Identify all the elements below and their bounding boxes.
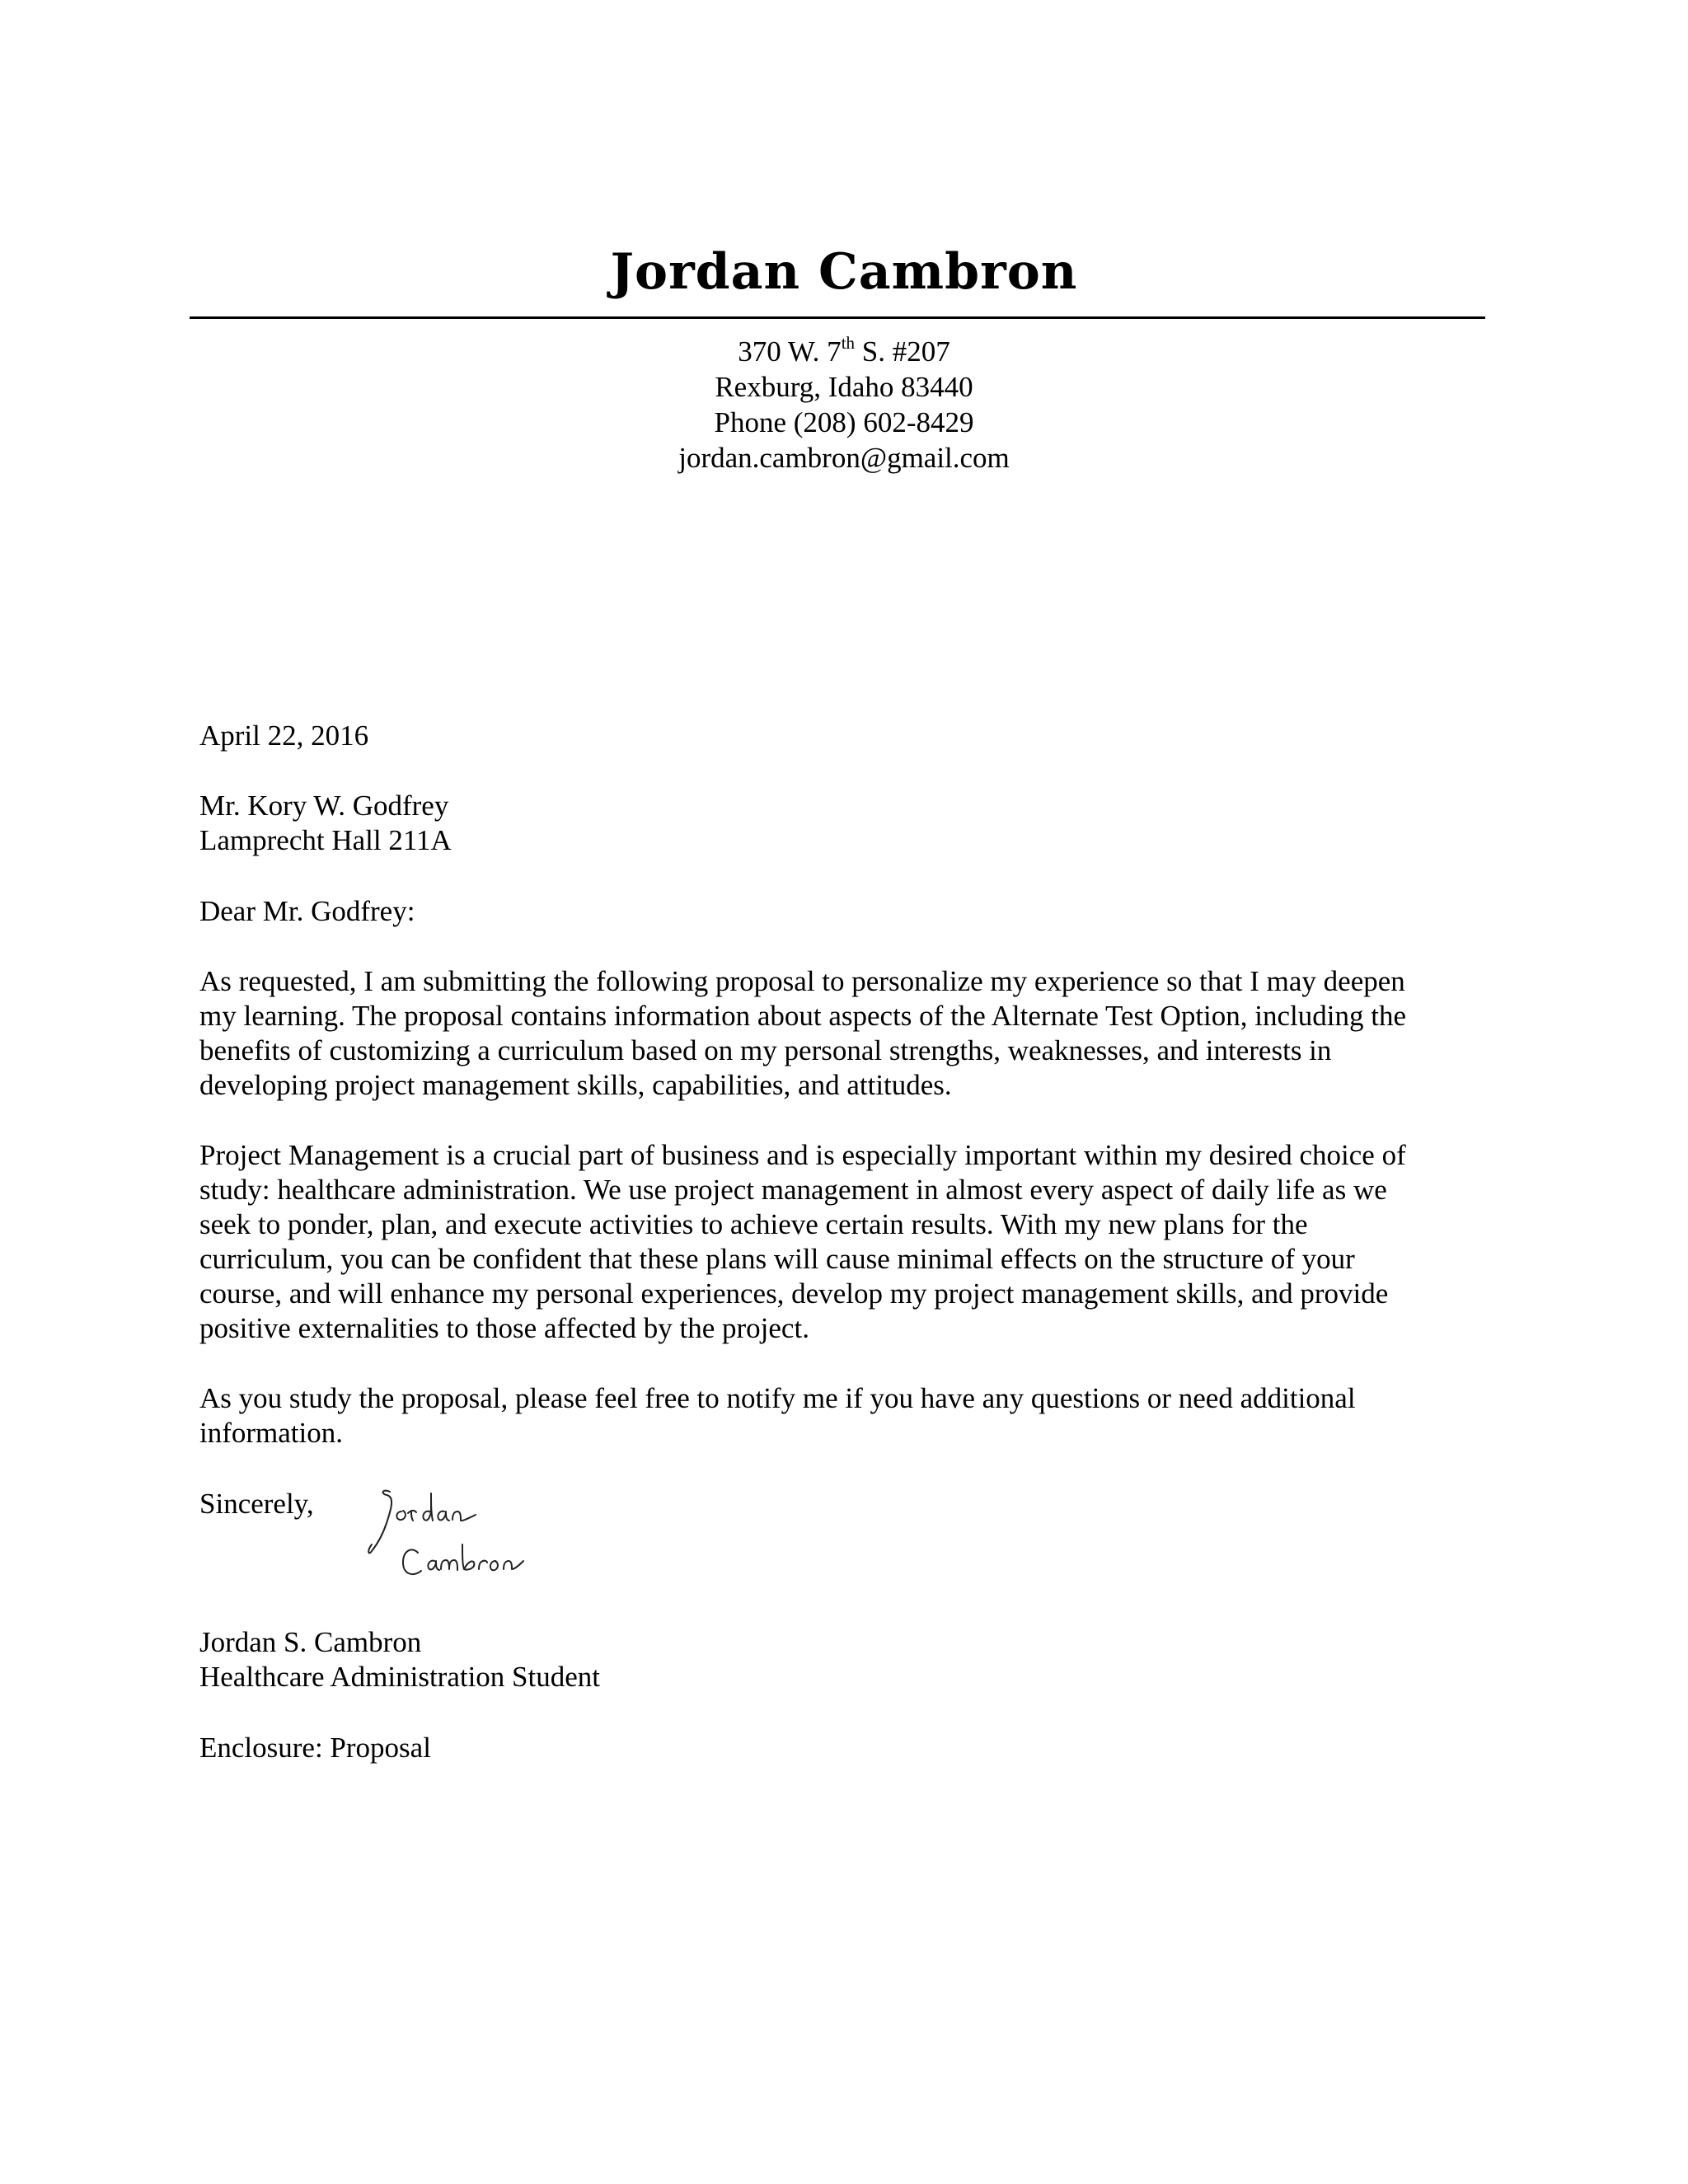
letterhead-divider [190,316,1485,319]
address-line-1-prefix: 370 W. 7 [738,335,842,368]
enclosure-note [199,1731,1493,1765]
recipient-office: Lamprecht Hall 211A [199,824,452,856]
signer-block [199,1625,1493,1694]
paragraph-line: developing project management skills, capabilities, and attitudes. [199,1069,952,1101]
paragraph-line: Project Management is a crucial part of business and is especially important within my desired choice of [199,1139,1406,1171]
recipient-block [199,789,1493,858]
paragraph-1 [199,964,1493,1103]
contact-block [0,334,1688,476]
address-line-1 [0,334,1688,369]
salutation [199,894,1493,929]
letter-date [199,719,1493,753]
paragraph-3 [199,1381,1493,1451]
paragraph-line: my learning. The proposal contains information about aspects of the Alternate Test Option, including the [199,1000,1406,1032]
paragraph-line: seek to ponder, plan, and execute activities to achieve certain results. With my new plans for the [199,1208,1308,1240]
paragraph-2 [199,1138,1493,1346]
letter-date-text: April 22, 2016 [199,719,369,752]
address-line-1-suffix: S. #207 [855,335,950,368]
recipient-name: Mr. Kory W. Godfrey [199,790,449,822]
letterhead-name: Jordan Cambron [610,243,1078,301]
paragraph-line: study: healthcare administration. We use project management in almost every aspect of daily life as we [199,1174,1387,1206]
paragraph-line: information. [199,1417,343,1449]
paragraph-line: positive externalities to those affected by the project. [199,1312,809,1344]
paragraph-line: benefits of customizing a curriculum based on my personal strengths, weaknesses, and interests in [199,1034,1332,1066]
address-line-1-ordinal: th [841,333,856,354]
paragraph-line: course, and will enhance my personal experiences, develop my project management skills, and provide [199,1277,1389,1310]
paragraph-line: As you study the proposal, please feel free to notify me if you have any questions or need additional [199,1382,1356,1414]
signer-name: Jordan S. Cambron [199,1626,422,1658]
paragraph-line: As requested, I am submitting the following proposal to personalize my experience so that I may deepen [199,965,1405,997]
paragraph-line: curriculum, you can be confident that these plans will cause minimal effects on the structure of your [199,1243,1355,1275]
address-line-2: Rexburg, Idaho 83440 [715,371,973,403]
salutation-text: Dear Mr. Godfrey: [199,895,415,927]
signer-title: Healthcare Administration Student [199,1661,601,1693]
email-address: jordan.cambron@gmail.com [678,442,1010,474]
enclosure-text: Enclosure: Proposal [199,1732,431,1764]
handwritten-signature [359,1475,556,1591]
phone-number: Phone (208) 602-8429 [714,406,974,438]
closing-text: Sincerely, [199,1488,314,1520]
